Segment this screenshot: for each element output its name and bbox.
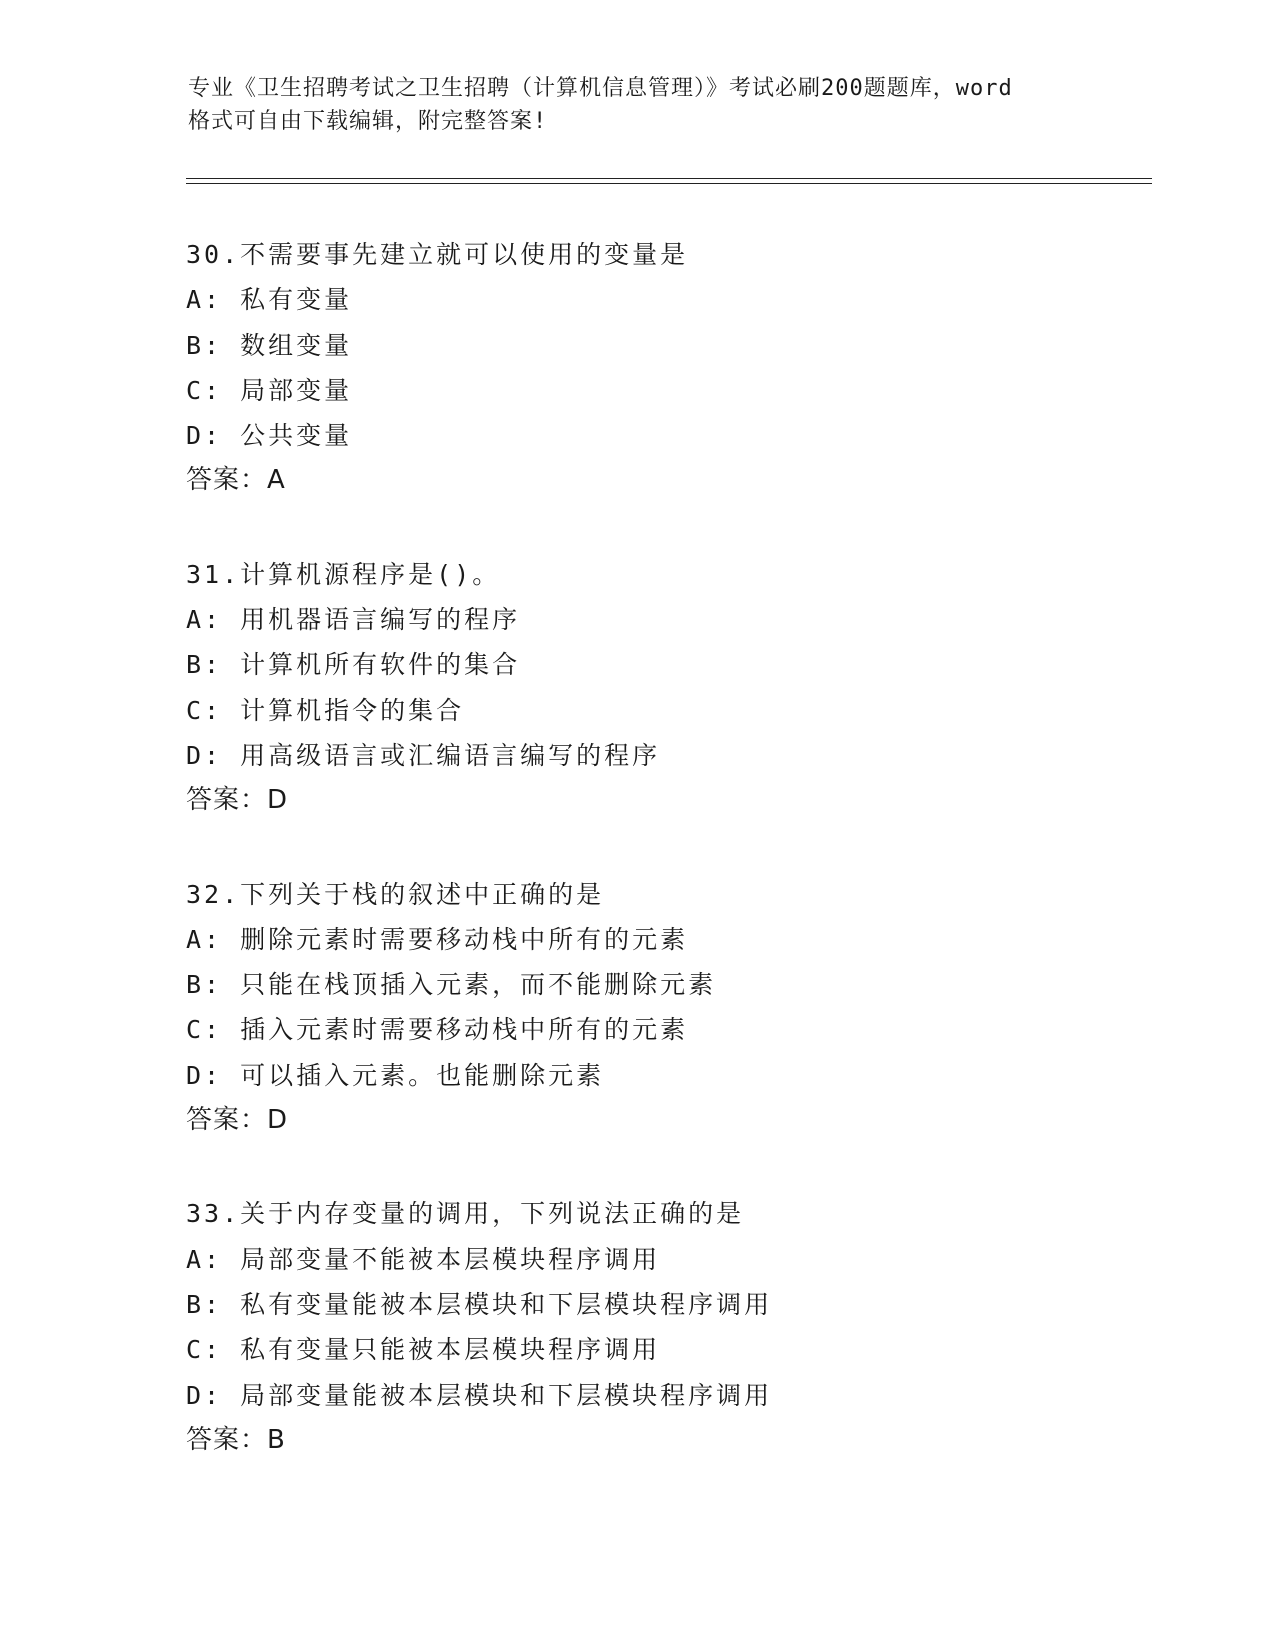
option-c: C: 计算机指令的集合	[186, 695, 465, 725]
question-32	[186, 872, 1146, 1144]
question-stem: 33.关于内存变量的调用，下列说法正确的是	[186, 1199, 745, 1229]
option-b: B: 只能在栈顶插入元素，而不能删除元素	[186, 970, 717, 1000]
option-c: C: 局部变量	[186, 375, 353, 405]
option-a: A: 私有变量	[186, 285, 353, 315]
option-d: D: 可以插入元素。也能删除元素	[186, 1060, 605, 1090]
option-d: D: 用高级语言或汇编语言编写的程序	[186, 740, 661, 770]
question-stem: 30.不需要事先建立就可以使用的变量是	[186, 240, 689, 269]
document-header	[188, 72, 1088, 138]
option-a: A: 用机器语言编写的程序	[186, 605, 521, 635]
option-b: B: 计算机所有软件的集合	[186, 650, 521, 680]
question-31	[186, 552, 1146, 824]
option-c: C: 私有变量只能被本层模块程序调用	[186, 1335, 661, 1365]
option-b: B: 数组变量	[186, 330, 353, 360]
question-list	[186, 232, 1146, 1511]
answer-line: 答案：B	[186, 1424, 286, 1455]
answer-line: 答案：D	[186, 1105, 289, 1136]
answer-line: 答案：A	[186, 465, 286, 496]
header-line-2: 格式可自由下载编辑，附完整答案!	[188, 109, 548, 134]
option-b: B: 私有变量能被本层模块和下层模块程序调用	[186, 1289, 773, 1319]
question-30	[186, 232, 1146, 504]
option-c: C: 插入元素时需要移动栈中所有的元素	[186, 1015, 689, 1045]
question-stem: 32.下列关于栈的叙述中正确的是	[186, 879, 605, 909]
header-rule-top	[186, 178, 1152, 179]
question-stem: 31.计算机源程序是()。	[186, 559, 501, 589]
option-d: D: 局部变量能被本层模块和下层模块程序调用	[186, 1380, 773, 1410]
answer-line: 答案：D	[186, 785, 289, 816]
header-rule-bottom	[186, 183, 1152, 184]
option-a: A: 删除元素时需要移动栈中所有的元素	[186, 924, 689, 954]
option-d: D: 公共变量	[186, 421, 353, 451]
option-a: A: 局部变量不能被本层模块程序调用	[186, 1244, 661, 1274]
header-line-1: 专业《卫生招聘考试之卫生招聘（计算机信息管理）》考试必刷200题题库，word	[188, 76, 1013, 101]
question-33	[186, 1191, 1146, 1463]
